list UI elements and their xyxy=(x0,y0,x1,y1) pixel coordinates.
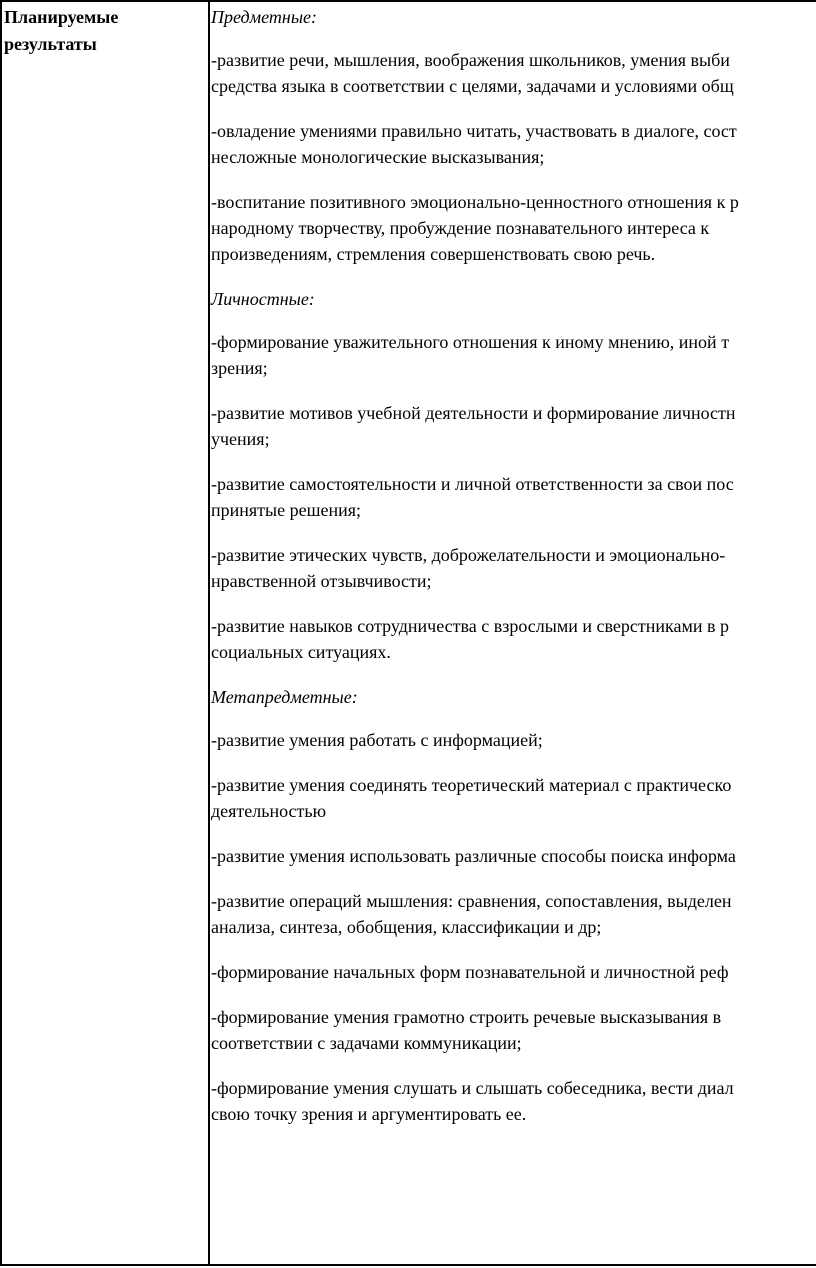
result-item-line: анализа, синтеза, обобщения, классификации и др; xyxy=(211,917,602,937)
spacer xyxy=(211,1056,816,1075)
spacer xyxy=(211,267,816,286)
result-item-line: несложные монологические высказывания; xyxy=(211,147,545,167)
result-item-line: принятые решения; xyxy=(211,500,362,520)
spacer xyxy=(211,665,816,684)
spacer xyxy=(211,452,816,471)
result-item xyxy=(211,727,816,753)
result-item-line: -развитие самостоятельности и личной ответственности за свои пос xyxy=(211,474,734,494)
result-item xyxy=(211,959,816,985)
result-item-line: -формирование начальных форм познавательной и личностной реф xyxy=(211,962,729,982)
spacer xyxy=(211,940,816,959)
table-border-left xyxy=(0,0,2,1266)
row-label-line: результаты xyxy=(4,34,97,54)
result-item xyxy=(211,1004,816,1056)
result-item-line: произведениям, стремления совершенствовать свою речь. xyxy=(211,244,656,264)
result-item-line: -формирование умения слушать и слышать собеседника, вести диал xyxy=(211,1078,734,1098)
spacer xyxy=(211,869,816,888)
result-item xyxy=(211,613,816,665)
result-item-line: народному творчеству, пробуждение познавательного интереса к xyxy=(211,218,710,238)
result-item xyxy=(211,400,816,452)
spacer xyxy=(211,594,816,613)
result-item xyxy=(211,189,816,267)
result-item-line: -развитие навыков сотрудничества с взрослыми и сверстниками в р xyxy=(211,616,729,636)
result-item-line: -развитие умения соединять теоретический материал с практическо xyxy=(211,775,732,795)
result-item xyxy=(211,772,816,824)
result-item xyxy=(211,329,816,381)
result-item-line: деятельностью xyxy=(211,801,327,821)
result-item-line: -развитие этических чувств, доброжелательности и эмоционально- xyxy=(211,545,726,565)
result-item-line: -формирование умения грамотно строить речевые высказывания в xyxy=(211,1007,722,1027)
content-cell xyxy=(211,4,816,1127)
result-item xyxy=(211,843,816,869)
table-border-bottom xyxy=(0,1264,816,1266)
spacer xyxy=(211,31,816,47)
result-item xyxy=(211,1075,816,1127)
table-border-top xyxy=(0,0,816,2)
spacer xyxy=(211,170,816,189)
result-item-line: зрения; xyxy=(211,358,268,378)
result-item-line: -развитие умения использовать различные способы поиска информа xyxy=(211,846,736,866)
spacer xyxy=(211,711,816,727)
spacer xyxy=(211,313,816,329)
result-item-line: -развитие операций мышления: сравнения, сопоставления, выделен xyxy=(211,891,732,911)
result-item xyxy=(211,118,816,170)
column-divider xyxy=(208,0,210,1266)
row-label-cell xyxy=(4,4,204,58)
result-item-line: нравственной отзывчивости; xyxy=(211,571,432,591)
spacer xyxy=(211,753,816,772)
row-label-line: Планируемые xyxy=(4,7,119,27)
section-heading: Предметные: xyxy=(211,7,317,27)
result-item xyxy=(211,888,816,940)
spacer xyxy=(211,824,816,843)
result-item-line: социальных ситуациях. xyxy=(211,642,391,662)
result-item xyxy=(211,471,816,523)
result-item-line: средства языка в соответствии с целями, задачами и условиями общ xyxy=(211,76,734,96)
result-item-line: -овладение умениями правильно читать, участвовать в диалоге, сост xyxy=(211,121,737,141)
result-item xyxy=(211,542,816,594)
result-item-line: -развитие речи, мышления, воображения школьников, умения выби xyxy=(211,50,730,70)
section-heading: Личностные: xyxy=(211,289,315,309)
result-item-line: -развитие умения работать с информацией; xyxy=(211,730,543,750)
result-item-line: учения; xyxy=(211,429,270,449)
spacer xyxy=(211,99,816,118)
spacer xyxy=(211,381,816,400)
result-item-line: -развитие мотивов учебной деятельности и формирование личностн xyxy=(211,403,736,423)
spacer xyxy=(211,985,816,1004)
result-item-line: -воспитание позитивного эмоционально-ценностного отношения к р xyxy=(211,192,739,212)
result-item xyxy=(211,47,816,99)
result-item-line: свою точку зрения и аргументировать ее. xyxy=(211,1104,527,1124)
result-item-line: -формирование уважительного отношения к иному мнению, иной т xyxy=(211,332,730,352)
spacer xyxy=(211,523,816,542)
section-heading: Метапредметные: xyxy=(211,687,358,707)
result-item-line: соответствии с задачами коммуникации; xyxy=(211,1033,522,1053)
